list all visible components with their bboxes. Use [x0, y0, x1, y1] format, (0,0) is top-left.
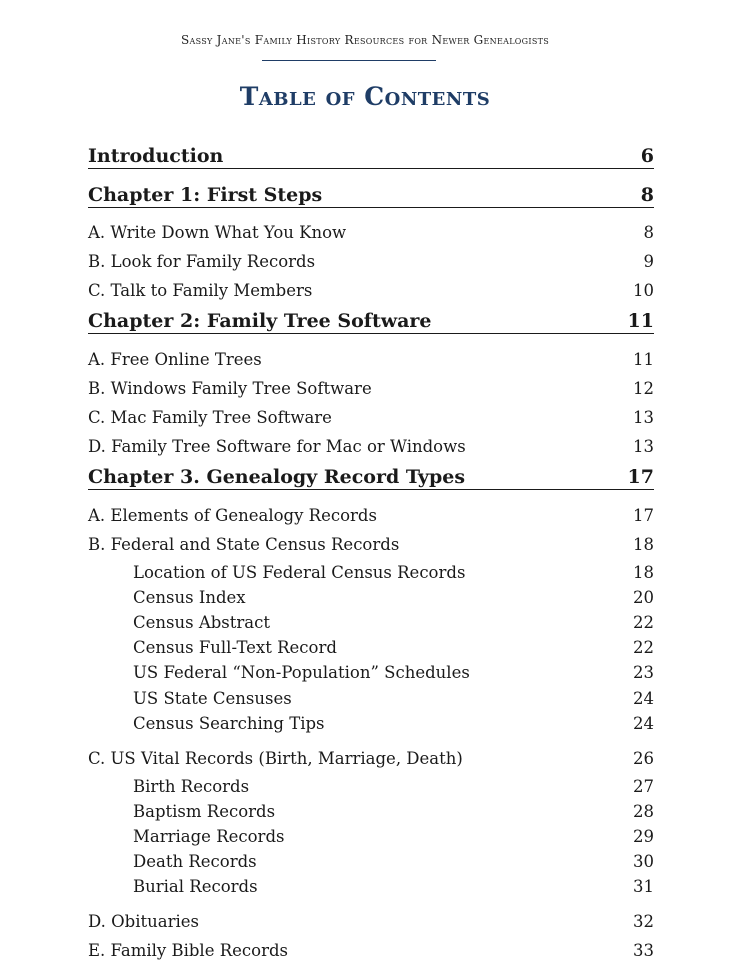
toc-entry[interactable] [88, 912, 654, 932]
toc-entry-text: Census Full-Text Record [133, 638, 337, 657]
toc-entry-text: Baptism Records [133, 802, 276, 821]
toc-subentry[interactable] [133, 877, 654, 897]
toc-entry-text: Chapter 1: First Steps [88, 184, 323, 206]
toc-entry-page: 32 [633, 912, 654, 931]
toc-entry[interactable] [88, 506, 654, 526]
toc-entry-page: 24 [633, 689, 654, 708]
toc-entry-page: 22 [633, 613, 654, 632]
toc-entry-introduction[interactable] [88, 145, 654, 169]
toc-subentry[interactable] [133, 638, 654, 658]
toc-subentry[interactable] [133, 827, 654, 847]
toc-entry-page: 18 [633, 563, 654, 582]
toc-entry-text: C. Mac Family Tree Software [88, 408, 332, 427]
toc-subentry[interactable] [133, 689, 654, 709]
toc-entry-page: 24 [633, 714, 654, 733]
toc-entry-page: 9 [643, 252, 654, 271]
toc-entry-text: Death Records [133, 852, 257, 871]
toc-entry-text: Location of US Federal Census Records [133, 563, 466, 582]
toc-entry-page: 8 [640, 184, 654, 206]
toc-entry-text: B. Windows Family Tree Software [88, 379, 372, 398]
toc-entry-text: US State Censuses [133, 689, 292, 708]
toc-entry[interactable] [88, 252, 654, 272]
toc-entry-text: Birth Records [133, 777, 250, 796]
toc-entry-page: 28 [633, 802, 654, 821]
toc-subentry[interactable] [133, 663, 654, 683]
toc-subentry[interactable] [133, 802, 654, 822]
toc-entry-text: B. Look for Family Records [88, 252, 316, 271]
toc-entry-text: D. Obituaries [88, 912, 199, 931]
header-rule [262, 60, 436, 61]
toc-entry-page: 23 [633, 663, 654, 682]
toc-entry-text: Marriage Records [133, 827, 285, 846]
toc-entry-text: B. Federal and State Census Records [88, 535, 400, 554]
toc-entry-page: 13 [633, 408, 654, 427]
toc-entry-page: 33 [633, 941, 654, 960]
toc-entry-page: 18 [633, 535, 654, 554]
toc-entry-text: Chapter 2: Family Tree Software [88, 310, 432, 332]
toc-entry-page: 20 [633, 588, 654, 607]
toc-entry-text: A. Write Down What You Know [88, 223, 347, 242]
toc-entry-page: 22 [633, 638, 654, 657]
toc-entry-text: US Federal “Non-Population” Schedules [133, 663, 470, 682]
toc-entry-page: 29 [633, 827, 654, 846]
toc-entry-text: Census Index [133, 588, 246, 607]
toc-entry[interactable] [88, 223, 654, 243]
toc-entry[interactable] [88, 408, 654, 428]
toc-entry[interactable] [88, 749, 654, 769]
toc-entry[interactable] [88, 350, 654, 370]
toc-entry-page: 6 [640, 145, 654, 167]
toc-entry-text: Census Searching Tips [133, 714, 325, 733]
toc-entry[interactable] [88, 941, 654, 961]
toc-entry[interactable] [88, 437, 654, 457]
toc-entry-page: 26 [633, 749, 654, 768]
toc-entry[interactable] [88, 379, 654, 399]
toc-entry-page: 8 [643, 223, 654, 242]
toc-entry-text: D. Family Tree Software for Mac or Windows [88, 437, 466, 456]
toc-entry-text: Introduction [88, 145, 224, 167]
toc-entry-page: 10 [633, 281, 654, 300]
toc-entry-chapter-3[interactable] [88, 466, 654, 490]
toc-entry-page: 27 [633, 777, 654, 796]
toc-entry-text: Burial Records [133, 877, 258, 896]
toc-entry-text: C. US Vital Records (Birth, Marriage, Death) [88, 749, 463, 768]
toc-entry-page: 11 [627, 310, 654, 332]
toc-title: Table of Contents [239, 82, 491, 111]
toc-entry-text: A. Elements of Genealogy Records [88, 506, 377, 525]
toc-entry-page: 30 [633, 852, 654, 871]
toc-entry-page: 31 [633, 877, 654, 896]
toc-entry-text: Chapter 3. Genealogy Record Types [88, 466, 466, 488]
toc-entry[interactable] [88, 535, 654, 555]
toc-entry-page: 12 [633, 379, 654, 398]
toc-entry-text: A. Free Online Trees [88, 350, 262, 369]
toc-entry[interactable] [88, 281, 654, 301]
toc-subentry[interactable] [133, 588, 654, 608]
toc-subentry[interactable] [133, 852, 654, 872]
toc-entry-page: 17 [627, 466, 654, 488]
toc-subentry[interactable] [133, 777, 654, 797]
toc-entry-text: E. Family Bible Records [88, 941, 288, 960]
toc-entry-chapter-2[interactable] [88, 310, 654, 334]
toc-entry-page: 17 [633, 506, 654, 525]
toc-entry-page: 11 [633, 350, 654, 369]
toc-entry-text: C. Talk to Family Members [88, 281, 313, 300]
toc-entry-page: 13 [633, 437, 654, 456]
toc-subentry[interactable] [133, 613, 654, 633]
toc-subentry[interactable] [133, 563, 654, 583]
running-header: Sassy Jane's Family History Resources for Newer Genealogists [180, 33, 550, 47]
toc-subentry[interactable] [133, 714, 654, 734]
toc-entry-text: Census Abstract [133, 613, 270, 632]
toc-entry-chapter-1[interactable] [88, 184, 654, 208]
